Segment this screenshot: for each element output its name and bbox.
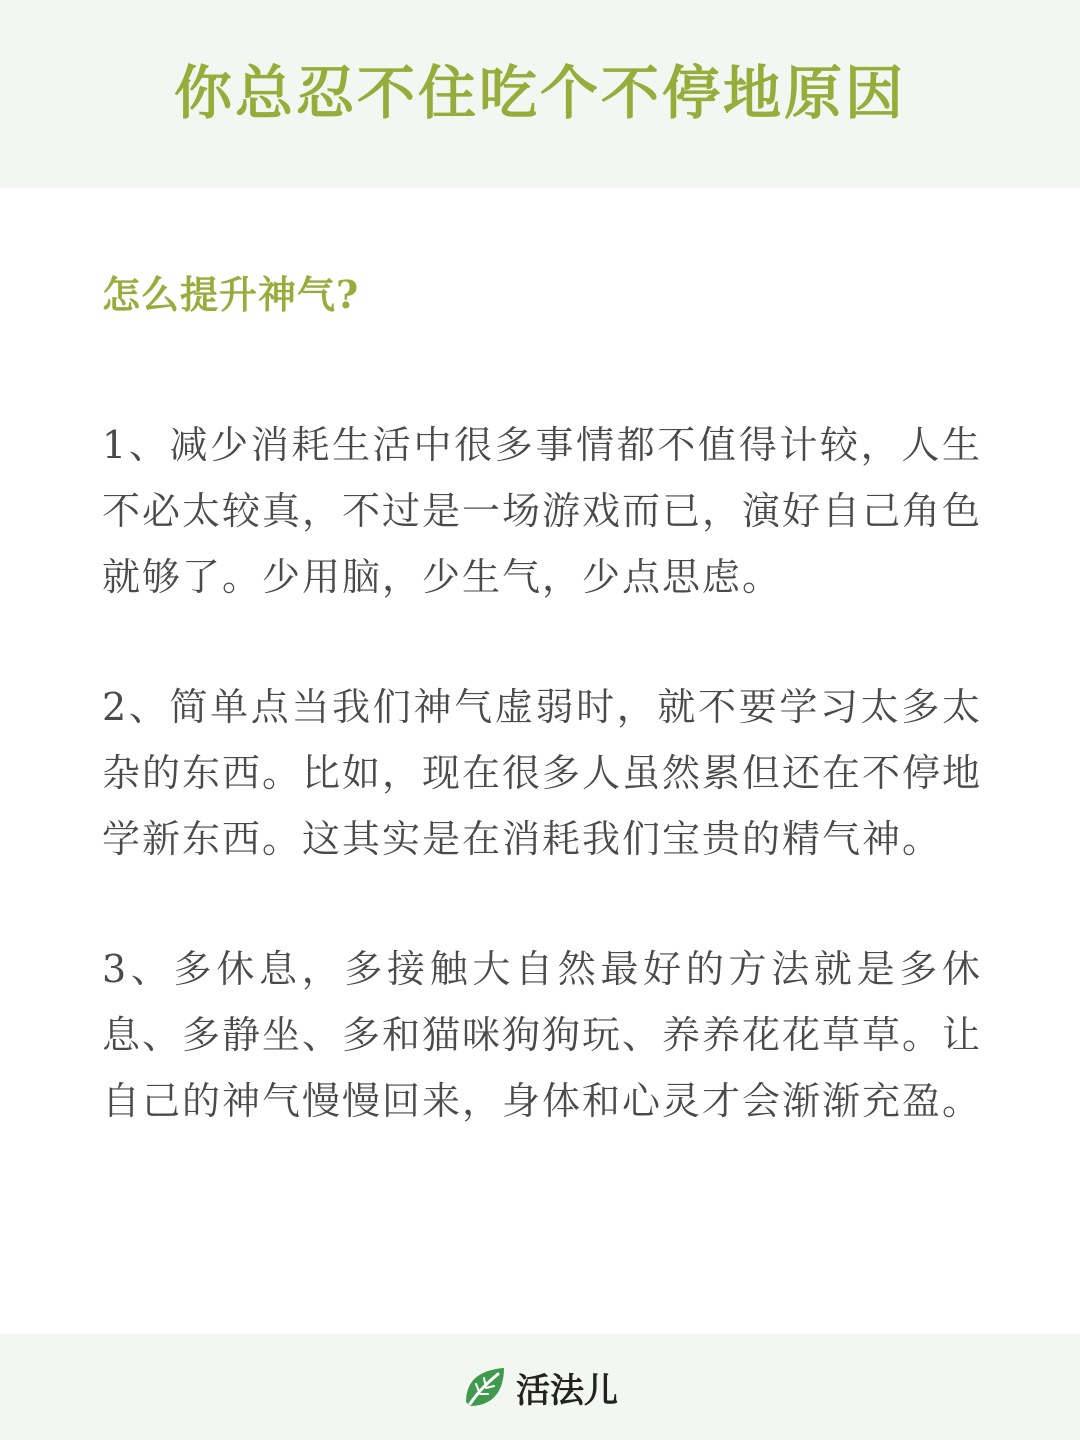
leaf-icon — [462, 1364, 508, 1410]
brand-name: 活法儿 — [516, 1370, 618, 1411]
section-heading: 怎么提升神气? — [102, 272, 360, 317]
paragraph-3: 3、多休息，多接触大自然最好的方法就是多休息、多静坐、多和猫咪狗狗玩、养养花花草草。让自己的神气慢慢回来，身体和心灵才会渐渐充盈。 — [102, 947, 983, 1123]
brand-logo — [462, 1363, 618, 1412]
header-band — [0, 0, 1080, 188]
footer-band — [0, 1334, 1080, 1440]
article-body — [102, 262, 982, 1198]
paragraph-2: 2、简单点当我们神气虚弱时，就不要学习太多太杂的东西。比如，现在很多人虽然累但还在不停地学新东西。这其实是在消耗我们宝贵的精气神。 — [102, 685, 983, 861]
page-title: 你总忍不住吃个不停地原因 — [173, 59, 906, 127]
paragraph-1: 1、减少消耗生活中很多事情都不值得计较，人生不必太较真，不过是一场游戏而已，演好自己角色就够了。少用脑，少生气，少点思虑。 — [102, 423, 983, 599]
